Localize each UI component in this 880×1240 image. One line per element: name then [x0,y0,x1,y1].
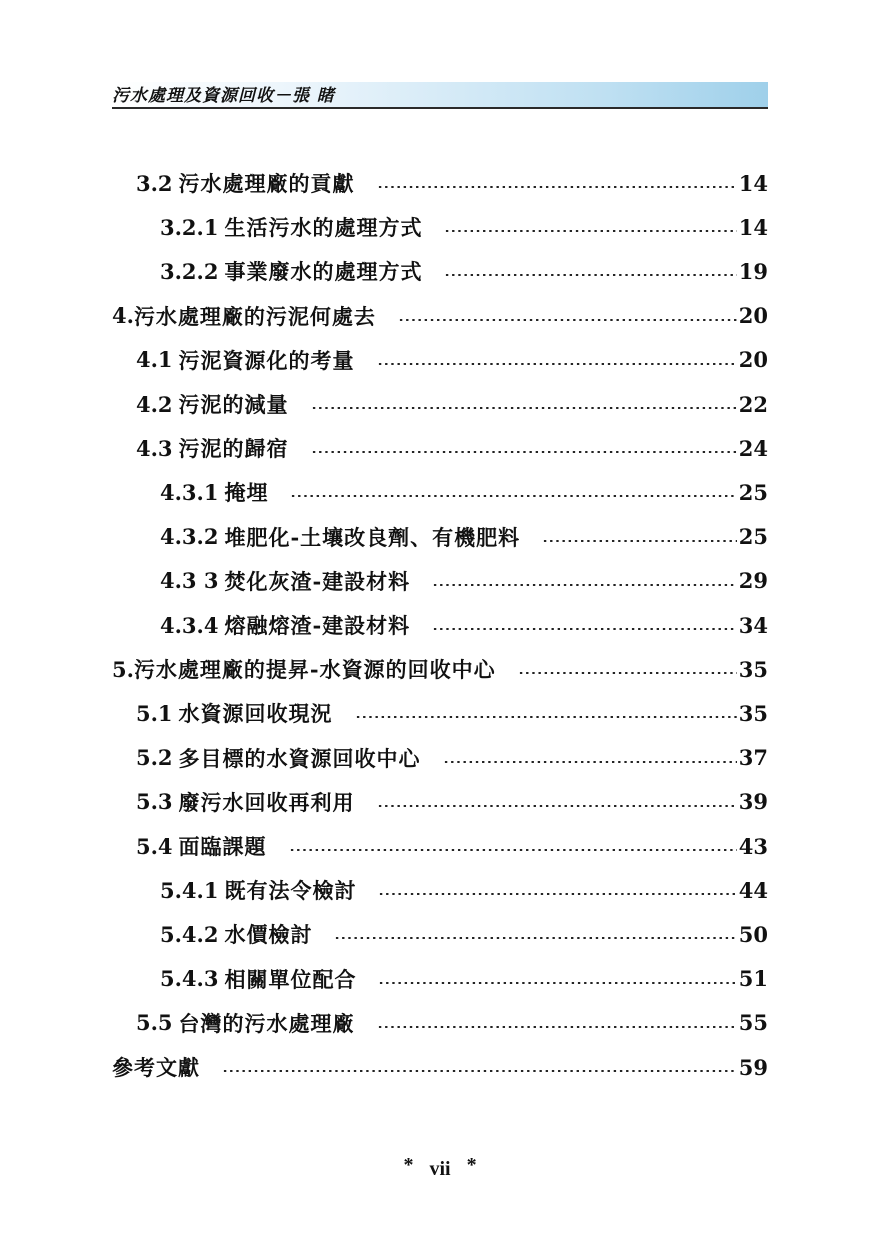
toc-entry-number: 4.1 [136,347,173,373]
toc-entry[interactable] [136,698,768,728]
toc-dot-leader [378,982,736,984]
toc-dot-leader [290,495,736,497]
toc-entry-number: 5.4.1 [160,877,219,903]
toc-entry-title: 面臨課題 [178,834,267,859]
toc-entry-title: 污泥的歸宿 [178,436,289,462]
toc-entry-page: 25 [738,524,768,550]
toc-entry-title: 掩埋 [224,480,269,506]
toc-entry-page: 35 [738,656,768,682]
toc-entry[interactable] [160,256,768,286]
toc-entry-page: 35 [738,700,768,726]
toc-dot-leader [377,1026,737,1028]
toc-entry[interactable] [160,522,768,552]
toc-dot-leader [222,1070,737,1072]
toc-entry[interactable] [112,301,768,331]
toc-entry-number: 3.2.1 [160,214,219,240]
toc-entry[interactable] [160,964,768,994]
page-footer [0,1154,880,1181]
toc-entry-page: 20 [738,347,768,373]
toc-entry-page: 29 [738,568,768,594]
toc-entry-number: 4.3.1 [160,479,219,505]
toc-entry-number: 5.2 [136,745,173,771]
toc-entry-title: 水資源回收現況 [178,701,333,727]
toc-entry-title: 污水處理廠的貢獻 [178,171,355,196]
toc-entry[interactable] [160,919,768,949]
toc-entry-title: 廢污水回收再利用 [178,789,355,815]
toc-entry-title: 事業廢水的處理方式 [224,259,423,285]
toc-entry-title: 參考文獻 [112,1055,200,1080]
toc-entry-page: 50 [738,921,768,947]
toc-entry[interactable] [136,168,768,198]
toc-dot-leader [518,672,737,674]
toc-dot-leader [311,407,737,409]
toc-dot-leader [398,319,737,321]
toc-dot-leader [432,584,737,586]
toc-entry-title: 生活污水的處理方式 [224,215,423,241]
toc-dot-leader [378,893,736,895]
toc-entry[interactable] [136,345,768,375]
toc-entry[interactable] [160,477,768,507]
toc-dot-leader [334,937,736,939]
toc-entry-page: 37 [738,745,768,771]
toc-entry-page: 22 [738,391,768,417]
toc-entry-page: 43 [738,833,768,859]
toc-entry[interactable] [136,433,768,463]
toc-entry-number: 4.2 [136,391,173,417]
toc-entry-title: 污水處理廠的提昇-水資源的回收中心 [133,657,496,683]
toc-dot-leader [311,451,737,453]
toc-entry-number: 5.1 [136,700,173,726]
toc-dot-leader [377,186,737,188]
toc-entry-number: 5.4.2 [160,921,219,947]
toc-dot-leader [377,363,737,365]
toc-dot-leader [377,805,737,807]
toc-entry-number: 5.4.3 [160,966,219,992]
toc-entry-page: 59 [738,1054,768,1080]
toc-entry-page: 20 [738,303,768,329]
toc-entry-page: 34 [738,612,768,638]
toc-entry[interactable] [112,654,768,684]
toc-entry-number: 5.4 [136,833,173,859]
toc-entry[interactable] [136,743,768,773]
toc-entry-number: 4.3.4 [160,612,219,638]
toc-entry[interactable] [136,831,768,861]
toc-entry-title: 多目標的水資源回收中心 [178,745,421,771]
toc-entry-number: 5. [112,656,134,682]
toc-dot-leader [355,716,737,718]
toc-dot-leader [542,540,737,542]
toc-entry-title: 堆肥化-土壤改良劑、有機肥料 [224,524,521,550]
toc-entry-page: 39 [738,789,768,815]
toc-dot-leader [289,849,737,851]
toc-entry[interactable] [112,1052,768,1082]
toc-entry-number: 5.5 [136,1010,173,1036]
toc-entry[interactable] [136,1008,768,1038]
toc-entry-title: 熔融熔渣-建設材料 [224,613,411,638]
toc-entry-page: 44 [738,877,768,903]
toc-entry[interactable] [160,610,768,640]
toc-entry-number: 5.3 [136,789,173,815]
toc-entry[interactable] [160,875,768,905]
toc-entry-page: 14 [738,214,768,240]
toc-dot-leader [432,628,737,630]
toc-dot-leader [444,274,736,276]
toc-entry-page: 51 [738,966,768,992]
toc-entry[interactable] [136,787,768,817]
toc-entry-title: 相關單位配合 [224,966,357,992]
toc-entry-number: 4. [112,303,134,329]
toc-dot-leader [443,761,737,763]
toc-entry-title: 污泥的減量 [178,392,289,417]
page-number: vii [429,1158,451,1180]
footer-star-left: * [403,1154,414,1176]
toc-dot-leader [444,230,736,232]
toc-entry-page: 19 [738,258,768,284]
toc-entry-title: 污泥資源化的考量 [178,347,355,373]
toc-entry[interactable] [136,389,768,419]
toc-entry-page: 14 [738,170,768,196]
toc-entry-title: 污水處理廠的污泥何處去 [133,303,376,329]
toc-entry-number: 3.2.2 [160,258,219,284]
toc-entry-number: 4.3 3 [160,568,219,594]
toc-entry[interactable] [160,566,768,596]
toc-entry-page: 24 [738,435,768,461]
toc-entry-number: 4.3.2 [160,524,219,550]
toc-entry-number: 3.2 [136,170,173,196]
running-header-title: 污水處理及資源回收－張 睹 [112,86,335,106]
toc-entry-page: 25 [738,479,768,505]
toc-entry-number: 4.3 [136,435,173,461]
toc-entry-title: 既有法令檢討 [224,878,357,904]
footer-star-right: * [466,1154,477,1176]
toc-entry-title: 焚化灰渣-建設材料 [224,568,411,594]
toc-entry[interactable] [160,212,768,242]
toc-entry-title: 台灣的污水處理廠 [178,1010,355,1036]
toc-entry-title: 水價檢討 [224,922,313,948]
toc-entry-page: 55 [738,1010,768,1036]
